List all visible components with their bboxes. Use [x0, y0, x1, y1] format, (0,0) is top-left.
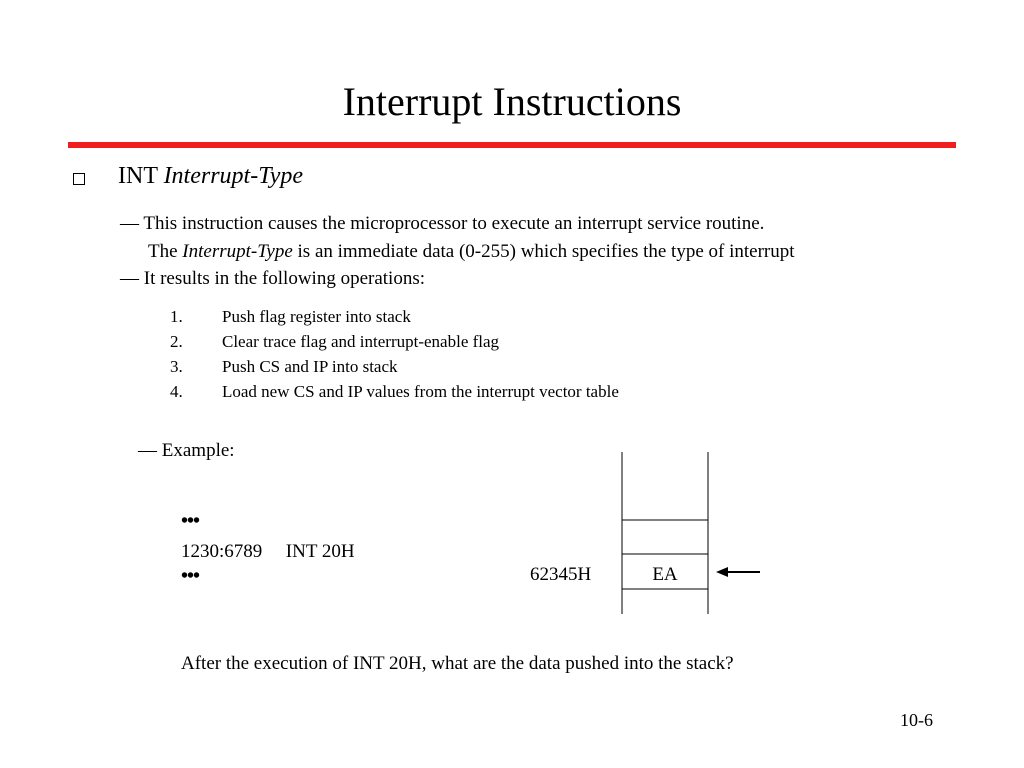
code-line: [181, 541, 355, 563]
description-line-2: [148, 241, 795, 263]
title-underline: [68, 142, 956, 148]
stack-diagram: [620, 452, 712, 616]
list-number: 4.: [170, 382, 183, 401]
ellipsis-bottom: •••: [181, 565, 200, 587]
left-arrow-icon: [714, 564, 764, 580]
list-number: 1.: [170, 307, 183, 326]
list-text: Load new CS and IP values from the interrupt vector table: [222, 382, 619, 401]
question-text: After the execution of INT 20H, what are the data pushed into the stack?: [181, 653, 734, 674]
list-number: 3.: [170, 357, 183, 376]
code-address: 1230:6789: [181, 541, 263, 562]
code-instruction: INT 20H: [285, 541, 355, 562]
square-bullet-icon: [73, 173, 85, 185]
description-prefix: The: [148, 241, 178, 262]
stack-cell-value: EA: [652, 564, 678, 585]
description-italic: Interrupt-Type: [182, 241, 293, 262]
list-text: Push flag register into stack: [222, 307, 411, 326]
description-suffix: is an immediate data (0-255) which specifies the type of interrupt: [297, 241, 795, 262]
instruction-operand: Interrupt-Type: [163, 163, 304, 189]
stack-address-label: 62345H: [530, 564, 592, 585]
description-line-3: — It results in the following operations:: [120, 268, 426, 289]
ellipsis-top: •••: [181, 510, 200, 532]
description-line-1: — This instruction causes the microprocessor to execute an interrupt service routine.: [120, 213, 765, 234]
instruction-keyword: INT: [118, 163, 158, 189]
instruction-heading: [118, 163, 303, 190]
example-label: — Example:: [138, 440, 235, 461]
slide-title: Interrupt Instructions: [342, 79, 682, 124]
list-text: Clear trace flag and interrupt-enable flag: [222, 332, 500, 351]
list-number: 2.: [170, 332, 183, 351]
page-number: 10-6: [900, 710, 933, 730]
list-text: Push CS and IP into stack: [222, 357, 398, 376]
